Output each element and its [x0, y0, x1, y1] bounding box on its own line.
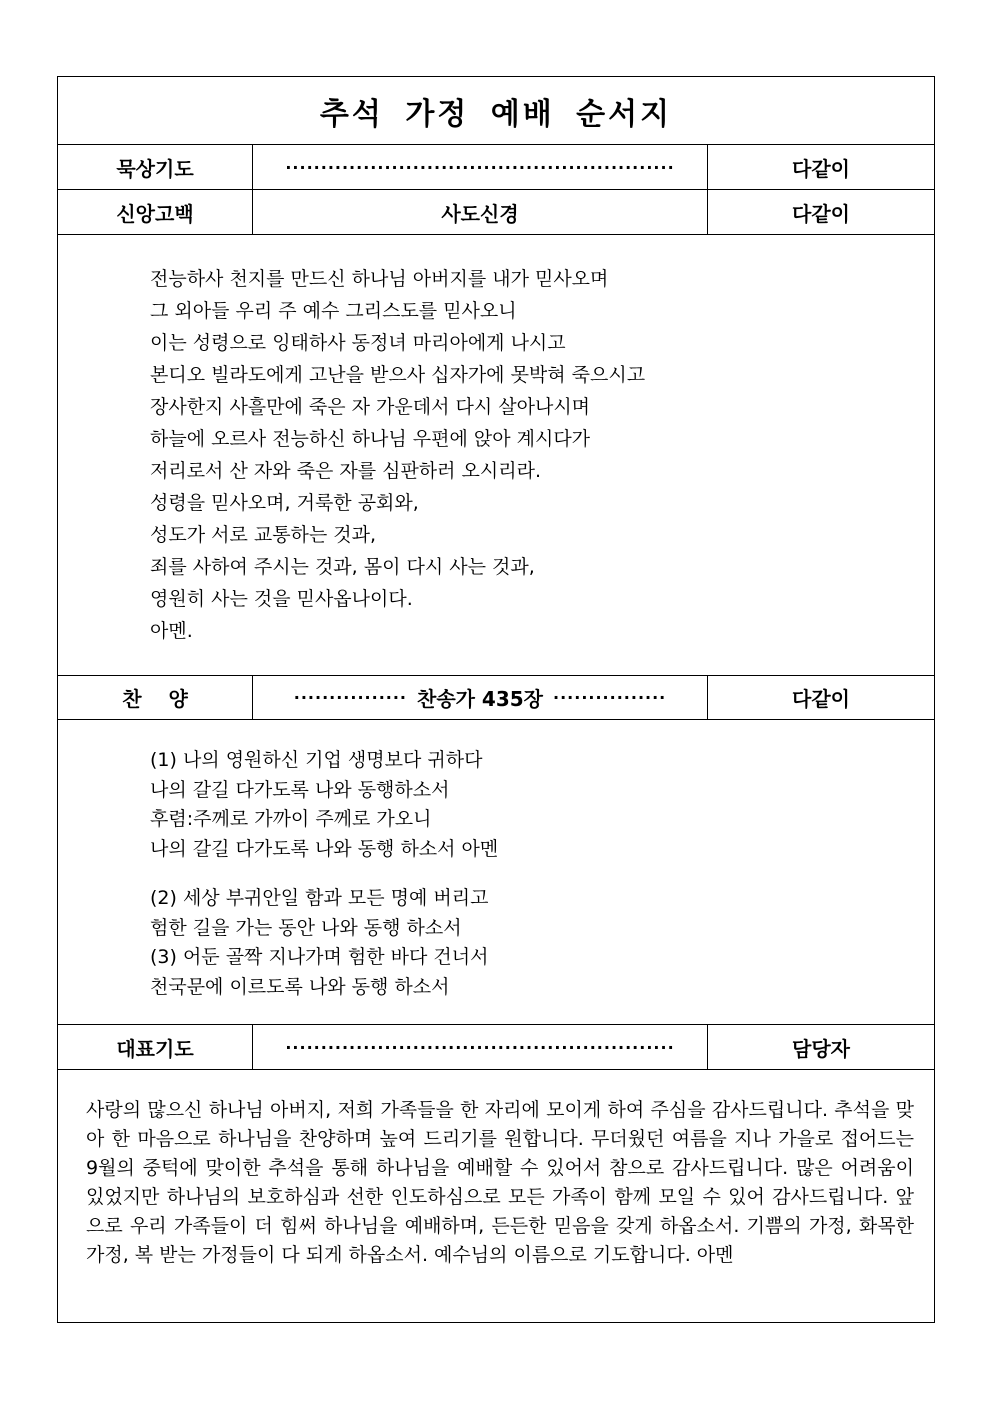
dotted-leader: ················	[293, 688, 407, 707]
row-hymn	[58, 676, 934, 720]
creed-line: 전능하사 천지를 만드신 하나님 아버지를 내가 믿사오며	[150, 268, 609, 290]
creed-line: 성령을 믿사오며, 거룩한 공회와,	[150, 492, 419, 514]
row-participants: 다같이	[792, 687, 850, 711]
row-participants: 다같이	[792, 201, 850, 226]
lyric-line: (3) 어둔 골짝 지나가며 험한 바다 건너서	[150, 946, 489, 968]
lyric-line: 나의 갈길 다가도록 나와 동행 하소서 아멘	[150, 837, 499, 860]
lyric-line: (1) 나의 영원하신 기업 생명보다 귀하다	[150, 749, 483, 771]
dotted-leader: ·······················································	[253, 1025, 708, 1069]
hymn-number: 찬송가 435장	[417, 687, 543, 711]
creed-line: 장사한지 사흘만에 죽은 자 가운데서 다시 살아나시며	[150, 396, 591, 418]
worship-order-table	[57, 76, 935, 1323]
creed-line: 이는 성령으로 잉태하사 동정녀 마리아에게 나시고	[150, 332, 566, 354]
row-label: 대표기도	[58, 1025, 253, 1069]
row-content	[253, 676, 708, 719]
creed-line: 아멘.	[150, 620, 193, 642]
dotted-leader: ·······················································	[253, 145, 708, 189]
hymn-lyrics	[58, 720, 934, 1025]
row-participants: 다같이	[792, 156, 850, 181]
lyric-line: (2) 세상 부귀안일 함과 모든 명예 버리고	[150, 887, 489, 909]
lyric-line: 나의 갈길 다가도록 나와 동행하소서	[150, 778, 450, 801]
creed-line: 저리로서 산 자와 죽은 자를 심판하러 오시리라.	[150, 460, 542, 482]
creed-line: 그 외아들 우리 주 예수 그리스도를 믿사오니	[150, 300, 517, 322]
creed-text	[58, 235, 934, 676]
row-content: 사도신경	[253, 190, 708, 234]
row-prayer	[58, 1025, 934, 1070]
creed-line: 성도가 서로 교통하는 것과,	[150, 524, 377, 546]
prayer-text: 사랑의 많으신 하나님 아버지, 저희 가족들을 한 자리에 모이게 하여 주심을 감사드립니다. 추석을 맞아 한 마음으로 하나님을 찬양하며 높여 드리기를 원합니다. 무더웠던 여름을 지나 가을로 접어드는 9월의 중턱에 맞이한 추석을 통해 하나님을 예배할 수 있어서 참으로 감사드립니다. 많은 어려움이 있었지만 하나님의 보호하심과 선한 인도하심으로 모든 가족이 함께 모일 수 있어 감사드립니다. 앞으로 우리 가족들이 더 힘써 하나님을 예배하며, 든든한 믿음을 갖게 하옵소서. 기쁨의 가정, 화목한 가정, 복 받는 가정들이 다 되게 하옵소서. 예수님의 이름으로 기도합니다. 아멘	[86, 1099, 914, 1266]
dotted-leader: ················	[553, 688, 667, 707]
creed-line: 하늘에 오르사 전능하신 하나님 우편에 앉아 계시다가	[150, 428, 591, 450]
creed-line: 본디오 빌라도에게 고난을 받으사 십자가에 못박혀 죽으시고	[150, 364, 646, 386]
row-label: 묵상기도	[58, 145, 253, 189]
lyric-line: 험한 길을 가는 동안 나와 동행 하소서	[150, 916, 462, 939]
row-participants: 담당자	[792, 1036, 850, 1061]
row-creed	[58, 190, 934, 235]
row-label: 찬 양	[58, 676, 253, 719]
row-meditation	[58, 145, 934, 190]
lyric-line: 후렴:주께로 가까이 주께로 가오니	[150, 808, 432, 830]
creed-line: 죄를 사하여 주시는 것과, 몸이 다시 사는 것과,	[150, 556, 535, 578]
row-label: 신앙고백	[58, 190, 253, 234]
document-title: 추석 가정 예배 순서지	[58, 77, 934, 145]
creed-line: 영원히 사는 것을 믿사옵나이다.	[150, 588, 413, 610]
verse-gap	[150, 864, 934, 884]
lyric-line: 천국문에 이르도록 나와 동행 하소서	[150, 975, 450, 998]
